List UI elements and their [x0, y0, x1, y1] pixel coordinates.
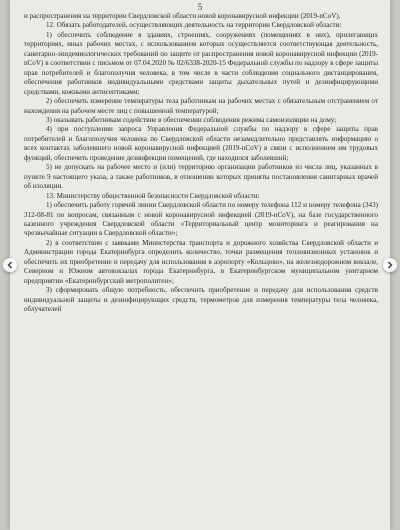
paragraph: 2) обеспечить измерение температуры тела работникам на рабочих местах с обязательным отстранением от нахождения на рабочем месте лиц с повышенной температурой; [24, 97, 378, 115]
chevron-left-icon [6, 261, 14, 269]
chevron-right-icon [386, 261, 394, 269]
paragraph: 1) обеспечить работу горячей линии Свердловской области по номеру телефона 112 и номеру телефона (343) 312-08-81 по вопросам, связанным с новой коронавирусной инфекцией (2019-nCoV), на базе государственного казенного учреждения Свердловской области «Территориальный центр мониторинга и реагирования на чрезвычайные ситуации в Свердловской области»; [24, 201, 378, 238]
paragraph: 4) при поступлении запроса Управления Федеральной службы по надзору в сфере защиты прав потребителей и благополучия человека по Свердловской области незамедлительно представлять информацию о всех контактах заболевшего новой коронавирусной инфекцией (2019-nCoV) в связи с исполнением им трудовых функций, обеспечить проведение дезинфекции помещений, где находился заболевший; [24, 125, 378, 162]
next-image-button[interactable] [383, 258, 397, 272]
paragraph: 5) не допускать на рабочее место и (или) территорию организации работников из числа лиц, указанных в пункте 9 настоящего указа, а также работников, в отношении которых приняты постановления санитарных врачей об изоляции. [24, 163, 378, 191]
previous-image-button[interactable] [3, 258, 17, 272]
page-number: 5 [197, 2, 203, 12]
paragraph: и распространения на территории Свердловской области новой коронавирусной инфекции (2019-nCoV). [24, 12, 341, 20]
document-page [10, 0, 390, 530]
paragraph: 12. Обязать работодателей, осуществляющих деятельность на территории Свердловской области: [46, 21, 342, 30]
paragraph: 1) обеспечить соблюдение в зданиях, строениях, сооружениях (помещениях в них), прилегающих территориях, иных рабочих местах, с использованием которых осуществляется соответствующая деятельность, санитарно-эпидемиологических требований по защите от распространения новой коронавирусной инфекции (2019-nCoV) в соответствии с письмом от 07.04.2020 № 02/6338-2020-15 Федеральной службы по надзору в сфере защиты прав потребителей и благополучия человека, в том числе в части соблюдения социального дистанцирования, обеспечения работников индивидуальными средствами защиты дыхательных путей и дезинфицирующими средствами, кожными антисептиками; [24, 30, 378, 96]
document-body [10, 12, 390, 315]
paragraph: 3) оказывать работникам содействие в обеспечении соблюдения режима самоизоляции на дому; [46, 115, 337, 124]
paragraph: 13. Министерству общественной безопасности Свердловской области: [46, 191, 260, 200]
paragraph: 3) сформировать общую потребность, обеспечить приобретение и передачу для использования средств индивидуальной защиты и дезинфицирующих средств, термометров для измерения температуры тела человека, облучателей [24, 286, 378, 314]
paragraph: 2) в соответствии с заявками Министерства транспорта и дорожного хозяйства Свердловской области и Администрации города Екатеринбурга определить количество, точки размещения тепловизионных установок и обеспечить их приобретение и передачу для использования в аэропорту «Кольцово», на железнодорожном вокзале, Северном и Южном автовокзалах города Екатеринбурга, в Екатеринбургском муниципальном унитарном предприятии «Екатеринбургский метрополитен»; [24, 238, 378, 285]
